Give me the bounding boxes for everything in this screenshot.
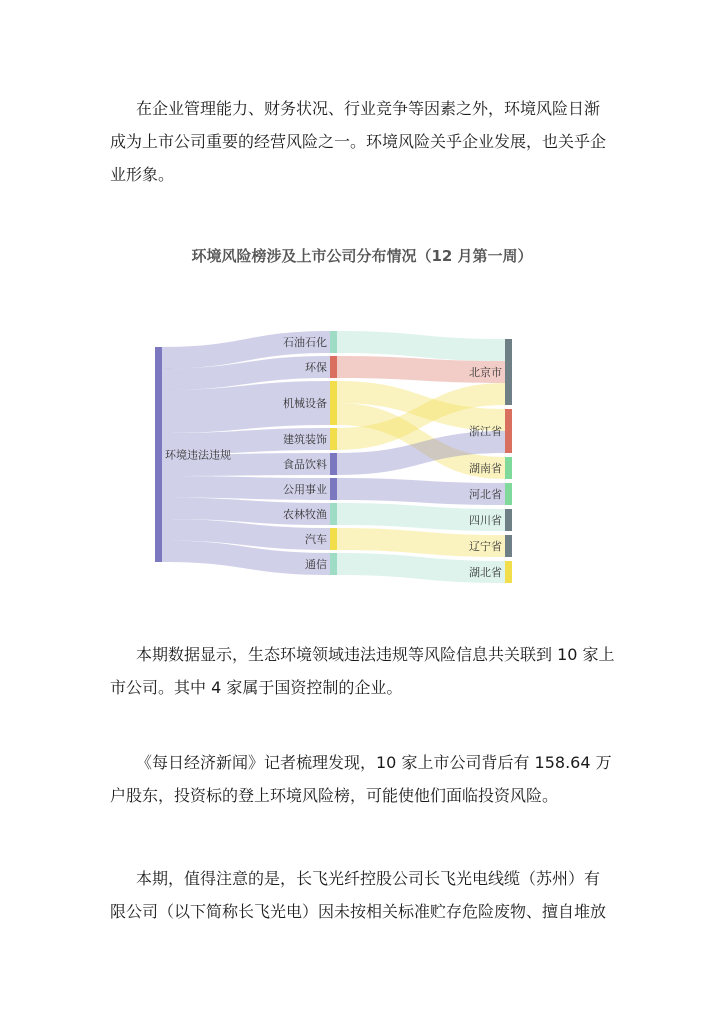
- sankey-node-industry-2: [330, 381, 337, 425]
- sankey-node-industry-5: [330, 478, 337, 500]
- text-line: 本期数据显示，生态环境领域违法违规等风险信息共关联到 10 家上: [136, 645, 615, 664]
- text-line: 业形象。: [110, 165, 175, 184]
- sankey-node-province-2: [505, 457, 512, 479]
- sankey-node-province-5-label: 辽宁省: [469, 540, 502, 553]
- sankey-node-root-label: 环境违法违规: [165, 448, 231, 462]
- text-line: 本期，值得注意的是，长飞光纤控股公司长飞光电线缆（苏州）有: [136, 869, 601, 888]
- data-summary-paragraph: [110, 638, 618, 704]
- sankey-node-province-1: [505, 409, 512, 453]
- sankey-node-industry-3-label: 建筑装饰: [283, 433, 327, 446]
- sankey-node-industry-1-label: 环保: [305, 361, 327, 374]
- sankey-node-industry-8-label: 通信: [305, 558, 327, 571]
- text-line: 市公司。其中 4 家属于国资控制的企业。: [110, 678, 403, 697]
- sankey-node-industry-0: [330, 331, 337, 353]
- chart-title: 环境风险榜涉及上市公司分布情况（12 月第一周）: [191, 247, 533, 265]
- sankey-node-industry-5-label: 公用事业: [283, 483, 327, 496]
- sankey-node-province-3: [505, 483, 512, 505]
- sankey-node-industry-7-label: 汽车: [305, 533, 327, 546]
- text-line: 在企业管理能力、财务状况、行业竞争等因素之外，环境风险日渐: [136, 99, 601, 118]
- text-line: 户股东，投资标的登上环境风险榜，可能使他们面临投资风险。: [110, 786, 559, 805]
- sankey-node-industry-1: [330, 356, 337, 378]
- sankey-node-province-2-label: 湖南省: [469, 462, 502, 475]
- sankey-node-province-4-label: 四川省: [469, 514, 502, 527]
- sankey-node-province-0: [505, 339, 512, 405]
- highlight-paragraph: [110, 862, 618, 928]
- sankey-node-industry-7: [330, 528, 337, 550]
- sankey-node-root: [155, 347, 162, 562]
- sankey-node-province-4: [505, 509, 512, 531]
- text-line: 限公司（以下简称长飞光电）因未按相关标准贮存危险废物、擅自堆放: [110, 902, 607, 921]
- sankey-node-province-3-label: 河北省: [469, 488, 502, 501]
- sankey-node-industry-6-label: 农林牧渔: [283, 508, 327, 521]
- sankey-node-industry-0-label: 石油石化: [283, 336, 327, 349]
- sankey-node-industry-8: [330, 553, 337, 575]
- sankey-node-province-6: [505, 561, 512, 583]
- sankey-node-industry-4: [330, 453, 337, 475]
- sankey-node-industry-6: [330, 503, 337, 525]
- sankey-node-province-0-label: 北京市: [469, 366, 502, 379]
- sankey-node-province-5: [505, 535, 512, 557]
- sankey-node-industry-2-label: 机械设备: [283, 397, 327, 410]
- reporter-paragraph: [110, 746, 618, 812]
- text-line: 成为上市公司重要的经营风险之一。环境风险关乎企业发展，也关乎企: [110, 132, 607, 151]
- sankey-node-industry-4-label: 食品饮料: [283, 458, 327, 471]
- sankey-node-industry-3: [330, 428, 337, 450]
- sankey-node-province-6-label: 湖北省: [469, 566, 502, 579]
- sankey-node-province-1-label: 浙江省: [469, 425, 502, 438]
- text-line: 《每日经济新闻》记者梳理发现，10 家上市公司背后有 158.64 万: [136, 753, 612, 772]
